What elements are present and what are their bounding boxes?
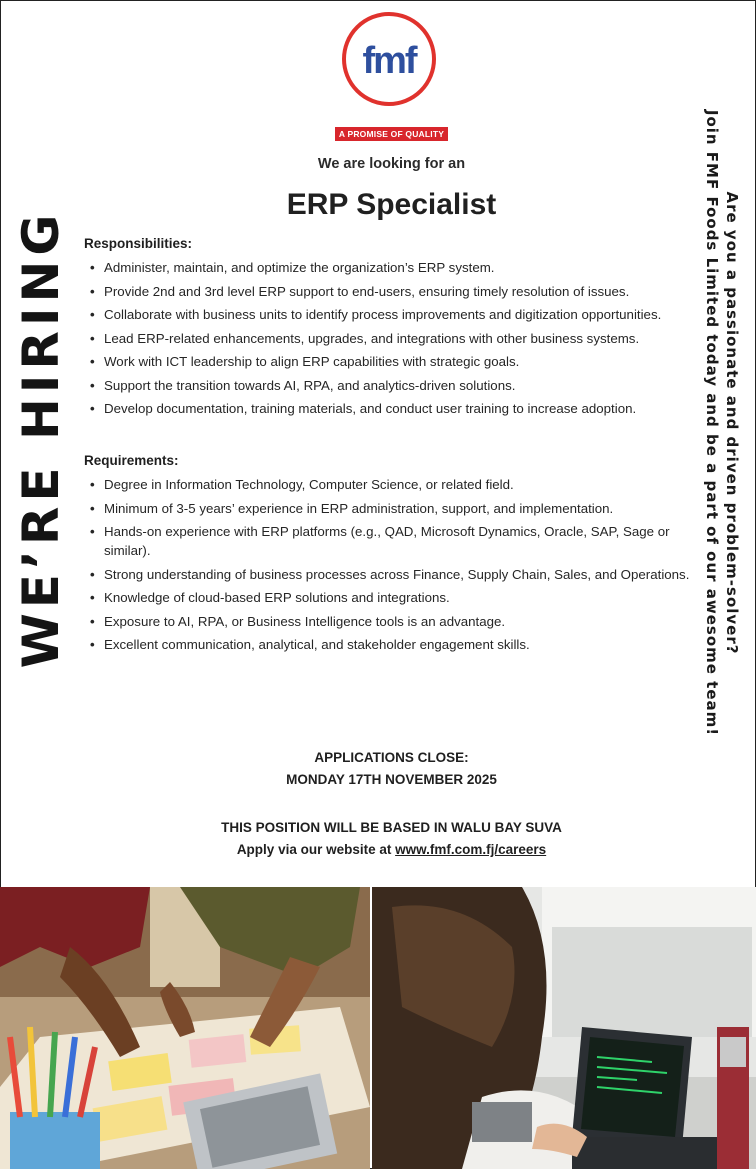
careers-link[interactable]: www.fmf.com.fj/careers (395, 842, 547, 857)
list-item: • Excellent communication, analytical, and stakeholder engagement skills. (84, 635, 704, 654)
list-item: • Support the transition towards AI, RPA, and analytics-driven solutions. (84, 376, 704, 395)
apply-prefix: Apply via our website at (236, 842, 396, 857)
closing-date: MONDAY 17TH NOVEMBER 2025 (286, 772, 497, 787)
closing-label: APPLICATIONS CLOSE: (314, 750, 469, 765)
list-item: • Collaborate with business units to identify process improvements and digitization opportunities. (84, 305, 704, 324)
fmf-logo (341, 11, 437, 107)
laptop-photo (372, 887, 756, 1169)
requirements-heading: Requirements: (84, 453, 179, 468)
apply-line (0, 839, 756, 861)
apply-block (0, 817, 756, 861)
hiring-banner (12, 209, 70, 669)
side-tagline-line2: Join FMF Foods Limited today and be a part of our awesome team! (703, 109, 721, 736)
teamwork-photo (0, 887, 370, 1169)
closing-block (0, 747, 756, 791)
intro-text: We are looking for an (317, 156, 466, 172)
list-item: • Degree in Information Technology, Computer Science, or related field. (84, 475, 704, 494)
side-tagline (697, 70, 747, 775)
list-item: • Develop documentation, training materials, and conduct user training to increase adoption. (84, 399, 704, 418)
list-item: • Hands-on experience with ERP platforms (e.g., QAD, Microsoft Dynamics, Oracle, SAP, Sage or similar). (84, 522, 704, 560)
list-item: • Exposure to AI, RPA, or Business Intelligence tools is an advantage. (84, 612, 704, 631)
list-item: • Strong understanding of business processes across Finance, Supply Chain, Sales, and Operations. (84, 565, 704, 584)
side-tagline-line1: Are you a passionate and driven problem-solver? (723, 191, 741, 654)
list-item: • Provide 2nd and 3rd level ERP support to end-users, ensuring timely resolution of issues. (84, 282, 704, 301)
requirements-section (84, 453, 704, 659)
list-item: • Knowledge of cloud-based ERP solutions and integrations. (84, 588, 704, 607)
logo-tagline: A PROMISE OF QUALITY (335, 127, 448, 141)
job-title: ERP Specialist (286, 188, 497, 221)
list-item: • Administer, maintain, and optimize the organization’s ERP system. (84, 258, 704, 277)
requirements-list (84, 475, 704, 654)
list-item: • Work with ICT leadership to align ERP capabilities with strategic goals. (84, 352, 704, 371)
location-text: THIS POSITION WILL BE BASED IN WALU BAY SUVA (221, 820, 562, 835)
responsibilities-section (84, 236, 704, 423)
list-item: • Minimum of 3-5 years’ experience in ERP administration, support, and implementation. (84, 499, 704, 518)
hiring-banner-text: WE’RE HIRING (12, 209, 70, 669)
list-item: • Lead ERP-related enhancements, upgrades, and integrations with other business systems. (84, 329, 704, 348)
responsibilities-list (84, 258, 704, 418)
responsibilities-heading: Responsibilities: (84, 236, 193, 251)
svg-text:fmf: fmf (362, 40, 416, 82)
